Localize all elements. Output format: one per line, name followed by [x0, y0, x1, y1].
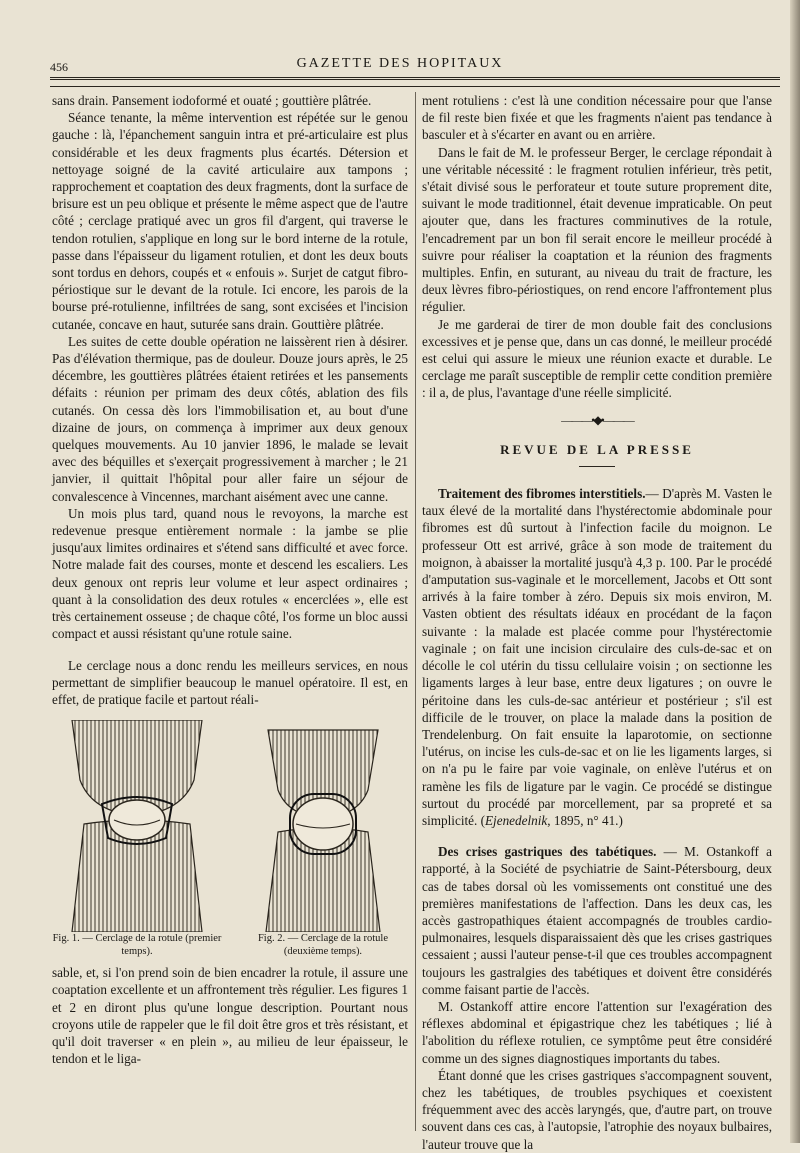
article [422, 485, 772, 829]
paragraph: ment rotuliens : c'est là une condition nécessaire pour que l'anse de fil reste bien fixée et que les fragments n'aient pas tendance à basculer et à s'écarter en avant ou en arrière. [422, 93, 772, 143]
paragraph: Séance tenante, la même intervention est répétée sur le genou gauche : là, l'épanchement sanguin intra et pré-articulaire est plus considérable et les deux fragments plus écartés. Détersion et nettoyage soigné de la cavité articulaire aux tampons ; rapprochement et coaptation des deux fragments, dont la surface de brisure est un peu oblique et présente le même aspect que de l'autre côté ; cerclage pratiqué avec un gros fil d'argent, qui traverse le tendon rotulien, s'applique en long sur le bord interne de la rotule, passe dans l'épaisseur du ligament rotulien, et dont les deux bouts sont tordus en dehors, coupés et « enfouis ». Surjet de catgut fibro-périostique sur le devant de la rotule. Ici encore, les parois de la bourse pré-rotulienne, infiltrées de sang, sont excisées et l'incision cutanée, concave en haut, suturée sans drain. Gouttière plâtrée. [52, 110, 408, 332]
paragraph: M. Ostankoff attire encore l'attention sur l'exagération des réflexes abdominal et épigastrique chez les tabétiques ; lié à l'abolition du réflexe rotulien, ce symptôme peut être considéré comme un des signes diagnostiques importants du tabes. [422, 998, 772, 1066]
left-column [52, 92, 408, 1067]
figure-1 [52, 720, 222, 958]
knee-illustration-1 [62, 720, 212, 932]
figure-caption: Fig. 1. — Cerclage de la rotule (premier temps). [52, 933, 222, 958]
article-title: Des crises gastriques des tabétiques. [438, 844, 657, 860]
paragraph: Je me garderai de tirer de mon double fait des conclusions excessives et je pense que, dans un cas donné, le meilleur procédé est celui qui assure le mieux une réunion exacte et durable. Le cerclage me paraît susceptible de remplir cette condition première : il a, de plus, l'avantage d'une réelle simplicité. [422, 316, 772, 401]
paragraph: Un mois plus tard, quand nous le revoyons, la marche est redevenue presque entièrement normale : la jambe se plie jusqu'aux limites ordinaires et s'étend sans difficulté et avec force. Notre malade fait des courses, monte et descend les escaliers. Les deux genoux ont repris leur volume et leur aspect ordinaires ; quant à la consolidation des deux rotules « encerclées », elle est très certainement osseuse ; de chaque côté, l'os forme un bloc aussi compact et aussi résistant qu'une rotule saine. [52, 505, 408, 642]
right-column [422, 92, 772, 1153]
paragraph: Les suites de cette double opération ne laissèrent rien à désirer. Pas d'élévation thermique, pas de douleur. Douze jours après, le 25 décembre, les gouttières plâtrées étaient retirées et les pansements défaits : réunion per primam des deux côtés, ablation des fils cutanés. On cessa dès lors l'immobilisation et, au bout d'une dizaine de jours, on commença à imprimer aux deux genoux quelques mouvements. Au 10 janvier 1896, le malade se levait avec des béquilles et s'exerçait progressivement à marcher ; le 21 janvier, il quittait l'hôpital pour aller faire un séjour de convalescence à Vincennes, marchant aisément avec une canne. [52, 333, 408, 504]
paragraph: sable, et, si l'on prend soin de bien encadrer la rotule, il assure une coaptation excellente et un affrontement très régulier. Les figures 1 et 2 en diront plus qu'une longue description. Pourtant nous croyons utile de rappeler que le fil doit être gros et très résistant, et qu'il doit traverser « en plein », au milieu de leur épaisseur, le tendon et le liga- [52, 965, 408, 1067]
article-source-tail: , 1895, n° 41.) [547, 812, 623, 828]
article [422, 843, 772, 998]
paragraph: Le cerclage nous a donc rendu les meilleurs services, en nous permettant de simplifier beaucoup le manuel opératoire. Il est, en effet, de pratique facile et partout réali- [52, 657, 408, 707]
article-source: Ejenedelnik [485, 812, 548, 828]
knee-illustration-2 [248, 720, 398, 932]
paragraph: Étant donné que les crises gastriques s'accompagnent souvent, chez les tabétiques, de troubles psychiques et coexistent fréquemment avec des accès laryngés, que, d'autre part, on trouve souvent dans ces cas, à l'autopsie, l'atrophie des noyaux bulbaires, l'auteur trouve que la [422, 1067, 772, 1152]
article-title: Traitement des fibromes interstitiels. [438, 486, 646, 502]
column-divider [415, 92, 416, 1131]
header-rule [50, 77, 780, 80]
paragraph: Dans le fait de M. le professeur Berger, le cerclage répondait à une véritable nécessité : le fragment rotulien inférieur, très petit, s'était divisé sous le perforateur et toute suture proprement dite, suivant le mode traditionnel, était devenue impraticable. On peut ajouter que, dans les fractures comminutives de la rotule, l'encadrement par un bon fil serait encore le meilleur procédé à suivre pour réaliser la coaptation et la réunion des fragments multiples. Enfin, en suturant, au niveau du trait de fracture, les deux lèvres fibro-périostiques, on rend encore l'affrontement plus régulier. [422, 144, 772, 315]
paragraph: sans drain. Pansement iodoformé et ouaté ; gouttière plâtrée. [52, 93, 372, 108]
figure-caption: Fig. 2. — Cerclage de la rotule (deuxième temps). [257, 933, 389, 958]
figures [52, 720, 408, 958]
page-edge [790, 0, 800, 1143]
section-title: REVUE DE LA PRESSE [500, 441, 694, 457]
page-number: 456 [50, 60, 68, 74]
section-rule [579, 466, 615, 467]
section-ornament: ———•◆•——— [561, 412, 633, 427]
page-title: GAZETTE DES HOPITAUX [296, 56, 504, 71]
article-body: — M. Ostankoff a rapporté, à la Société de psychiatrie de Saint-Pétersbourg, deux cas de tabes dorsal où les vomissements ont constitué une des premières manifestations de l'affection. Dans les deux cas, les accès gastropathiques étaient accompagnés de troubles cardio-pulmonaires, lesquels disparaissaient dès que les crises gastriques cessaient ; aussi l'auteur pense-t-il que ces troubles accompagnent toujours les gastralgies des tabétiques et doivent être considérés comme faisant partie de l'accès. [422, 844, 773, 997]
figure-2 [238, 720, 408, 958]
header-rule-thin [50, 86, 780, 87]
article-body: — D'après M. Vasten le taux élevé de la mortalité dans l'hystérectomie abdominale pour fibromes est dû surtout à l'infection facile du moignon. Le professeur Ott est arrivé, grâce à son mode de traitement du moignon, à abaisser la mortalité jusqu'à 4,3 p. 100. Par le procédé d'amputation sus-vaginale et le morcellement, Jacobs et Ott sont arrivés à la faire tomber à zéro. Depuis six mois environ, M. Vasten obtient des résultats idéaux en procédant de la façon suivante : la malade est placée comme pour l'hystérectomie vaginale ; on fait une incision circulaire des culs-de-sac et on décolle le col utérin du tissu cellulaire voisin ; on sectionne les ligaments larges à leur base, entre deux ligatures ; on ouvre le péritoine dans les culs-de-sac antérieur et postérieur ; s'il est difficile de le trouver, on place la malade dans la position de Trendelenburg. On fait ensuite la laparotomie, on sectionne l'utérus, on incise les culs-de-sac et on lie les ligaments larges, si on n'a pu le faire par voie vaginale, on enlève l'utérus et on ramène les fils de ligature par le vagin. Ce procédé se distingue surtout du procédé par morcellement, par sa propreté et sa simplicité. ( [422, 486, 772, 828]
